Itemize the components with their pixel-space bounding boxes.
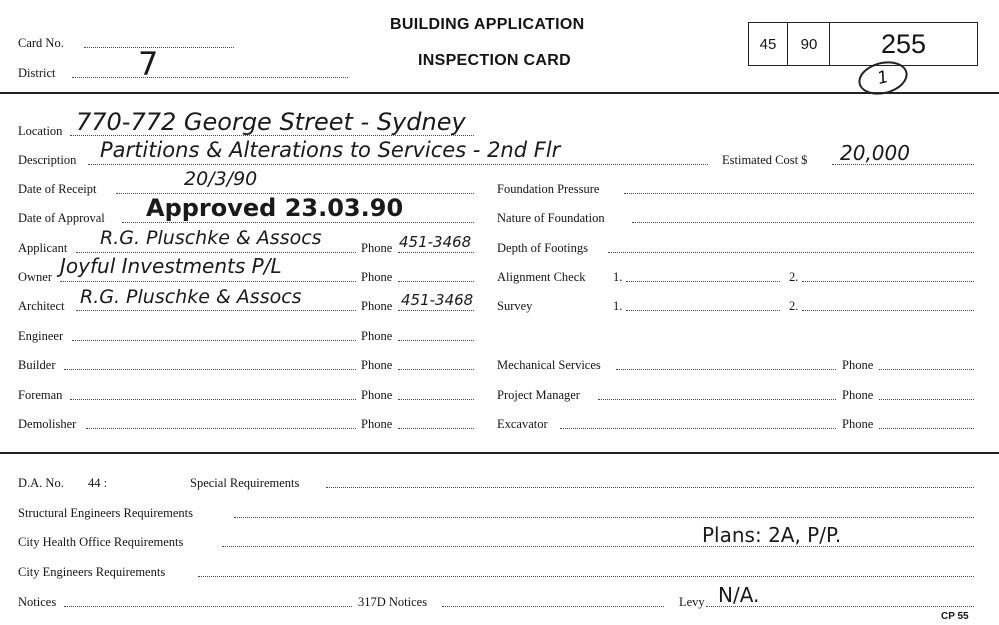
project-manager-line — [598, 399, 836, 400]
district-value: 7 — [138, 45, 159, 83]
architect-phone-value: 451-3468 — [401, 291, 474, 309]
demolisher-phone-label: Phone — [361, 417, 393, 431]
ref-cell-number: 255 — [829, 23, 977, 65]
description-label: Description — [18, 153, 77, 167]
survey-num-1: 1. — [613, 299, 623, 313]
location-value: 770-772 George Street - Sydney — [76, 108, 466, 136]
header-rule — [0, 92, 999, 94]
nature-of-foundation-label: Nature of Foundation — [497, 211, 605, 225]
description-line — [88, 164, 708, 165]
engineer-phone-label: Phone — [361, 329, 393, 343]
special-requirements-label: Special Requirements — [190, 476, 300, 490]
alignment-check-label: Alignment Check — [497, 270, 586, 284]
card-no-label: Card No. — [18, 36, 64, 50]
notices-label: Notices — [18, 595, 57, 609]
builder-label: Builder — [18, 358, 56, 372]
foundation-pressure-line — [624, 193, 974, 194]
applicant-phone-value: 451-3468 — [399, 233, 472, 251]
form-code: CP 55 — [941, 611, 969, 622]
reference-box — [748, 22, 978, 66]
owner-label: Owner — [18, 270, 53, 284]
notices-317d-label: 317D Notices — [358, 595, 428, 609]
builder-line — [64, 369, 356, 370]
survey-line-1 — [626, 310, 780, 311]
da-no-label: D.A. No. — [18, 476, 64, 490]
middle-rule — [0, 452, 999, 454]
demolisher-line — [86, 428, 356, 429]
structural-engineers-label: Structural Engineers Requirements — [18, 506, 193, 520]
title-line-2: INSPECTION CARD — [418, 52, 571, 69]
description-value: Partitions & Alterations to Services - 2nd Flr — [100, 138, 561, 162]
demolisher-label: Demolisher — [18, 417, 77, 431]
date-of-approval-value: Approved 23.03.90 — [146, 194, 404, 222]
demolisher-phone-line — [398, 428, 474, 429]
levy-label: Levy — [679, 595, 705, 609]
title-line-1: BUILDING APPLICATION — [390, 16, 585, 33]
city-health-label: City Health Office Requirements — [18, 535, 184, 549]
city-health-value: Plans: 2A, P/P. — [702, 523, 842, 547]
architect-value: R.G. Pluschke & Assocs — [80, 286, 302, 308]
alignment-check-line-1 — [626, 281, 780, 282]
owner-phone-label: Phone — [361, 270, 393, 284]
estimated-cost-label: Estimated Cost $ — [722, 153, 808, 167]
applicant-value: R.G. Pluschke & Assocs — [100, 227, 322, 249]
foreman-line — [70, 399, 356, 400]
applicant-phone-label: Phone — [361, 241, 393, 255]
owner-value: Joyful Investments P/L — [60, 254, 282, 278]
alignment-check-num-1: 1. — [613, 270, 623, 284]
levy-value: N/A. — [718, 583, 760, 607]
date-of-receipt-label: Date of Receipt — [18, 182, 97, 196]
excavator-phone-line — [879, 428, 974, 429]
project-manager-phone-line — [879, 399, 974, 400]
builder-phone-label: Phone — [361, 358, 393, 372]
city-health-line — [222, 546, 974, 547]
applicant-phone-line — [398, 252, 474, 253]
circled-mark: 1 — [855, 56, 911, 99]
mechanical-services-label: Mechanical Services — [497, 358, 601, 372]
district-line — [72, 77, 348, 78]
date-of-approval-line — [122, 222, 474, 223]
excavator-line — [560, 428, 836, 429]
ref-cell-b: 90 — [787, 23, 830, 65]
depth-of-footings-label: Depth of Footings — [497, 241, 588, 255]
survey-line-2 — [802, 310, 974, 311]
city-engineers-label: City Engineers Requirements — [18, 565, 166, 579]
survey-label: Survey — [497, 299, 533, 313]
excavator-label: Excavator — [497, 417, 548, 431]
city-engineers-line — [198, 576, 974, 577]
location-label: Location — [18, 124, 63, 138]
foundation-pressure-label: Foundation Pressure — [497, 182, 600, 196]
engineer-phone-line — [398, 340, 474, 341]
nature-of-foundation-line — [632, 222, 974, 223]
alignment-check-num-2: 2. — [789, 270, 799, 284]
engineer-line — [72, 340, 356, 341]
date-of-receipt-value: 20/3/90 — [184, 168, 258, 190]
foreman-phone-label: Phone — [361, 388, 393, 402]
builder-phone-line — [398, 369, 474, 370]
foreman-label: Foreman — [18, 388, 63, 402]
excavator-phone-label: Phone — [842, 417, 874, 431]
alignment-check-line-2 — [802, 281, 974, 282]
mechanical-services-line — [616, 369, 836, 370]
district-label: District — [18, 66, 56, 80]
applicant-line — [76, 252, 356, 253]
owner-phone-line — [398, 281, 474, 282]
special-requirements-line — [326, 487, 974, 488]
architect-line — [76, 310, 356, 311]
survey-num-2: 2. — [789, 299, 799, 313]
project-manager-label: Project Manager — [497, 388, 580, 402]
project-manager-phone-label: Phone — [842, 388, 874, 402]
applicant-label: Applicant — [18, 241, 68, 255]
ref-cell-a: 45 — [759, 35, 777, 53]
owner-line — [60, 281, 356, 282]
notices-317d-line — [442, 606, 664, 607]
notices-line — [64, 606, 352, 607]
mechanical-services-phone-label: Phone — [842, 358, 874, 372]
foreman-phone-line — [398, 399, 474, 400]
architect-phone-label: Phone — [361, 299, 393, 313]
da-no-value: 44 : — [88, 476, 108, 490]
depth-of-footings-line — [608, 252, 974, 253]
card-no-line — [84, 47, 234, 48]
engineer-label: Engineer — [18, 329, 64, 343]
mechanical-services-phone-line — [879, 369, 974, 370]
estimated-cost-value: 20,000 — [840, 141, 910, 165]
architect-phone-line — [398, 310, 474, 311]
date-of-approval-label: Date of Approval — [18, 211, 105, 225]
structural-engineers-line — [234, 517, 974, 518]
architect-label: Architect — [18, 299, 65, 313]
